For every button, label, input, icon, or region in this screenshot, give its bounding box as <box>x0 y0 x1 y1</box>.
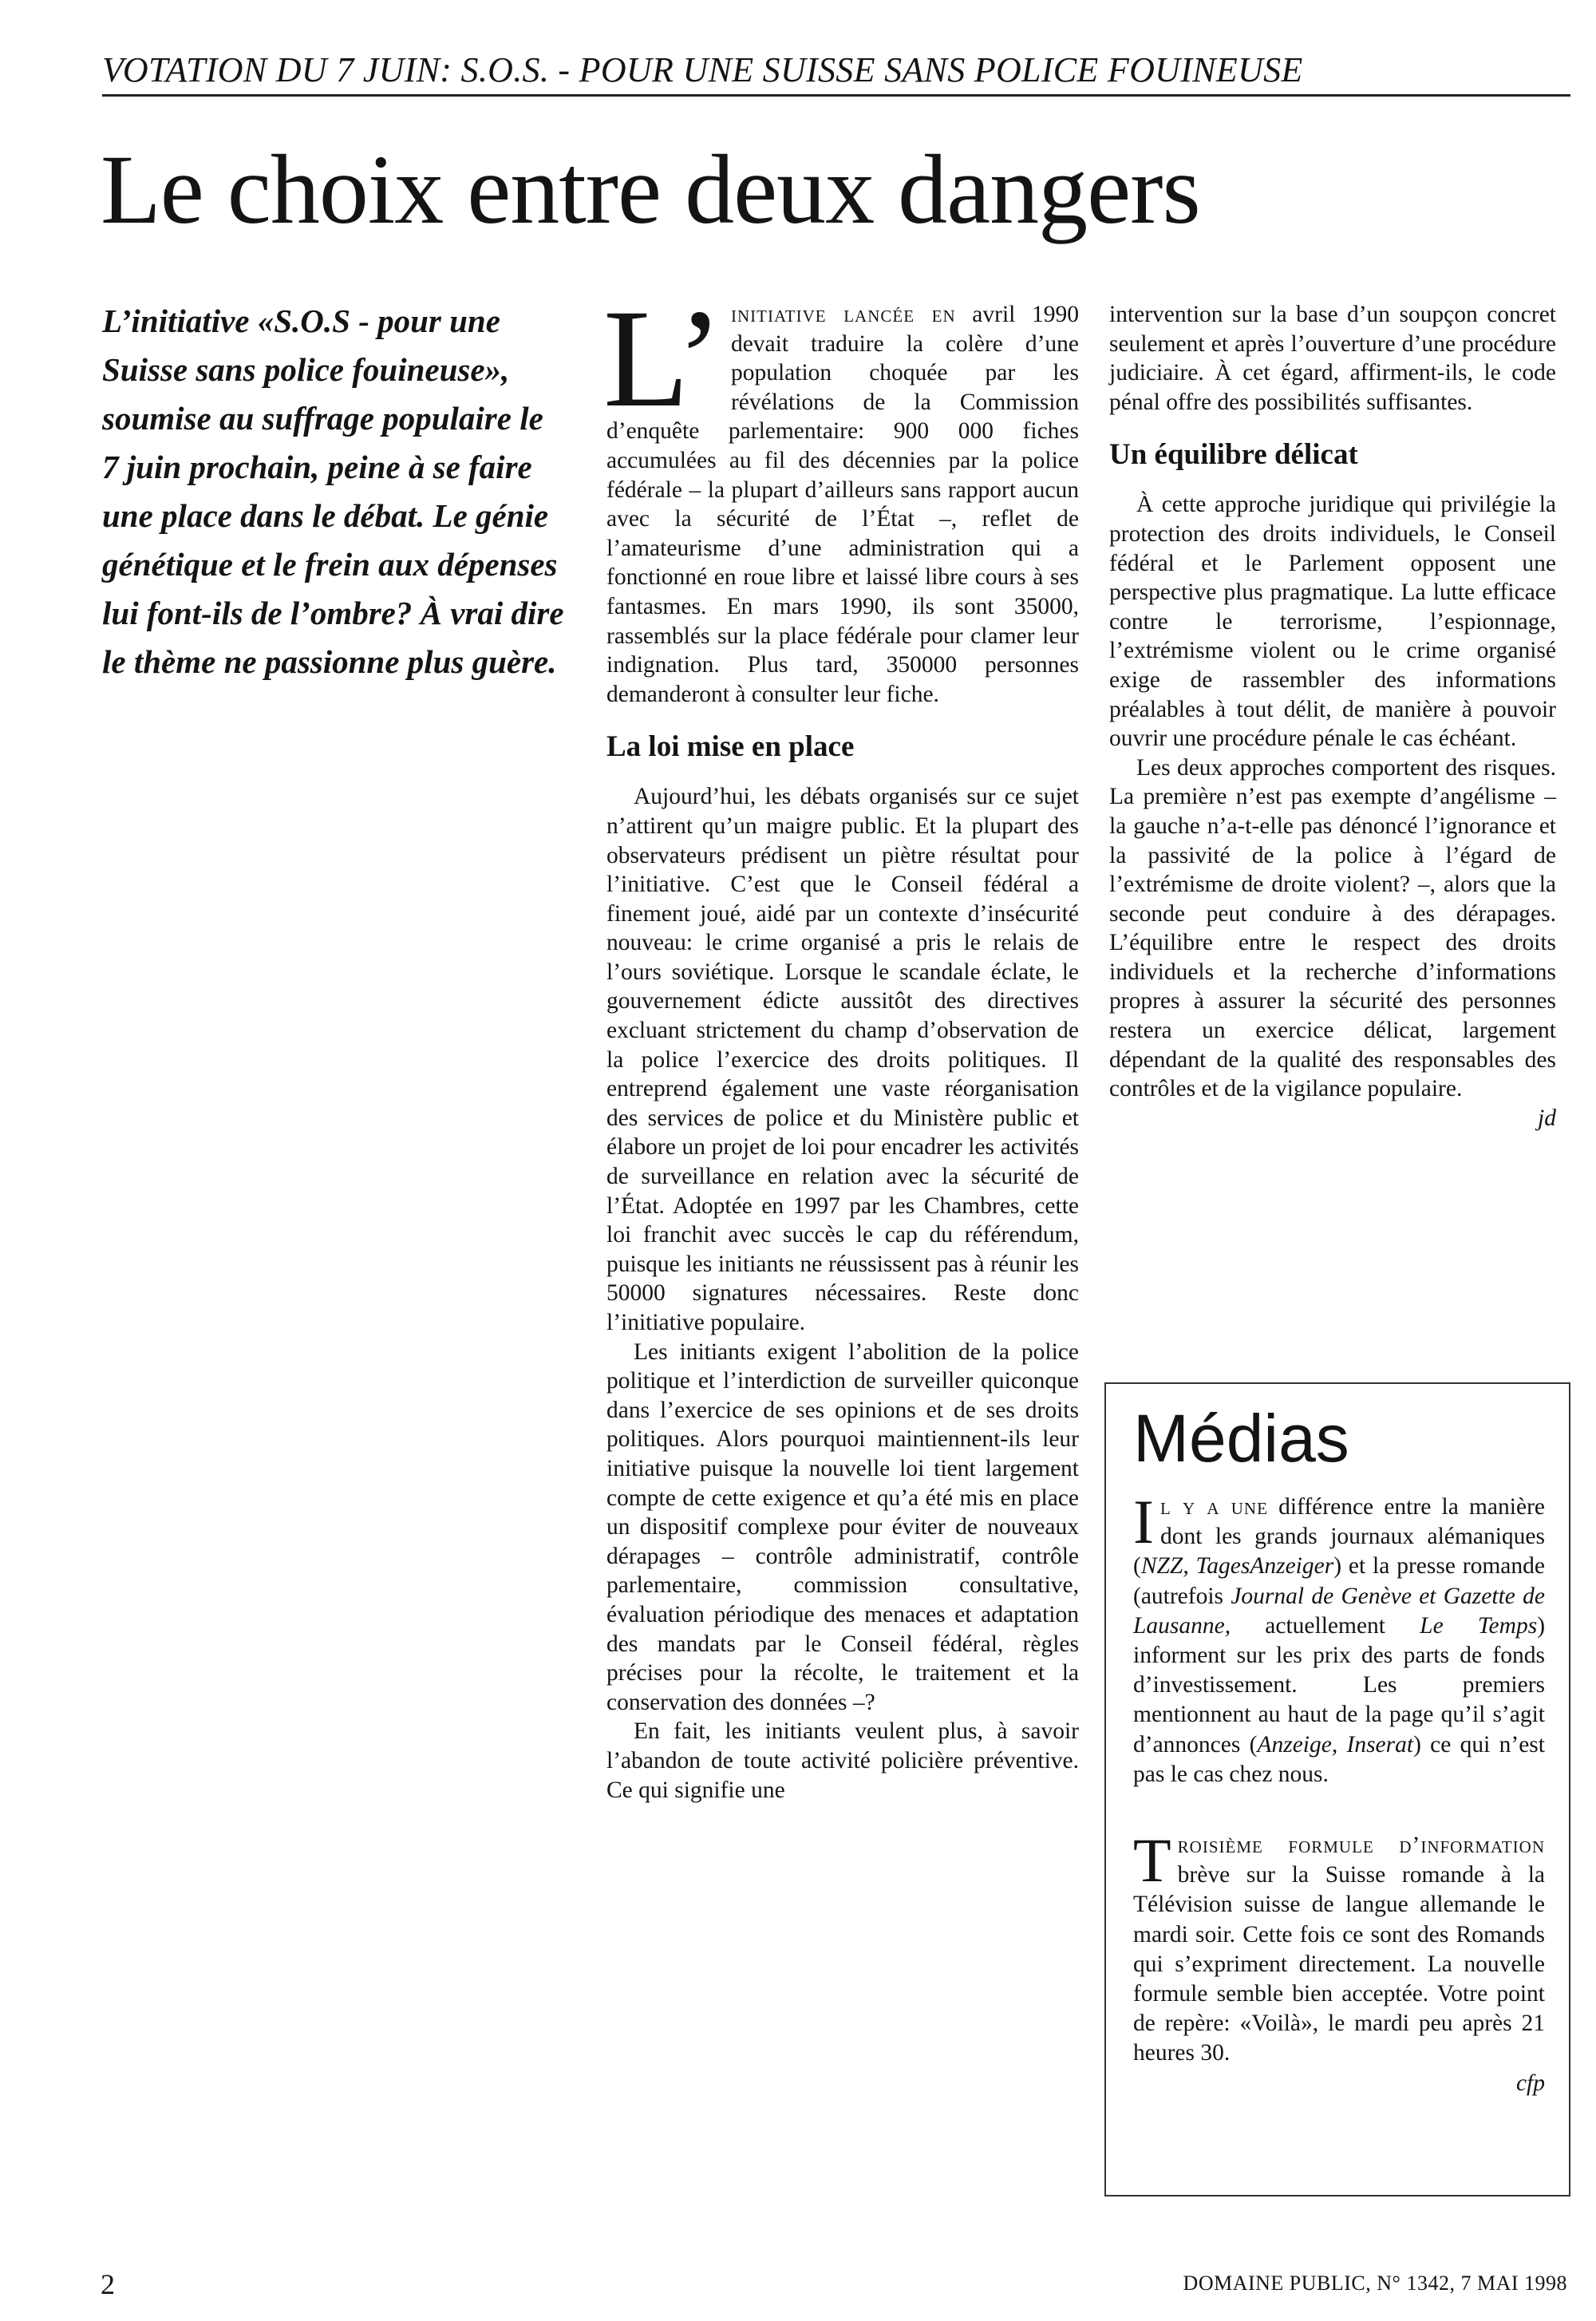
medias-item-1-italic-4: Anzeige, Inserat <box>1257 1731 1414 1758</box>
medias-box <box>1104 1382 1570 2196</box>
article-paragraph-4: En fait, les initiants veulent plus, à savoir l’abandon de toute activité policière préventive. Ce qui signifie une <box>606 1718 1079 1803</box>
medias-item-1-smallcaps: l y a une <box>1159 1494 1268 1520</box>
medias-title: Médias <box>1133 1401 1349 1476</box>
medias-item-1-italic-1: NZZ, TagesAnzeiger <box>1140 1553 1334 1580</box>
medias-item-2-text: brève sur la Suisse romande à la Télévision suisse de langue allemande le mardi soir. Cette fois ce sont des Romands qui s’expriment directement. La nouvelle formule semble bien acceptée. Votre point de repère: «Voilà», le mardi peu après 21 heures 30. <box>1133 1862 1545 2066</box>
article-paragraph-1 <box>603 281 1079 709</box>
article-paragraph-5: intervention sur la base d’un soupçon concret seulement et après l’ouverture d’une procédure judiciaire. À cet égard, affirment-ils, le code pénal offre des possibilités suffisantes. <box>1109 302 1556 415</box>
article-column-3 <box>1109 300 1556 1133</box>
page-number: 2 <box>101 2268 115 2300</box>
medias-item-2-initial: T <box>1133 1825 1171 1896</box>
article-signature: jd <box>1538 1105 1556 1131</box>
medias-item-1-initial: I <box>1133 1487 1154 1556</box>
medias-item-2-smallcaps: roisième formule d’information <box>1177 1833 1545 1859</box>
medias-item-1-text-a: différence entre la manière dont les grands journaux alémaniques ( <box>1133 1494 1545 1580</box>
article-paragraph-3: Les initiants exigent l’abolition de la police politique et l’interdiction de surveiller quiconque dans l’exercice de ses opinions et de ses droits politiques. Alors pourquoi maintiennent-ils leur initiative puisque la nouvelle loi tient largement compte de cette exigence et qu’a été mis en place un dispositif complexe pour éviter de nouveaux dérapages – contrôle administratif, contrôle parlementaire, commission consultative, évaluation périodique des menaces et adaptation des mandats par le Conseil fédéral, règles précises pour la récolte, le traitement et la conservation des données –? <box>606 1338 1079 1715</box>
section-kicker: VOTATION DU 7 JUIN: S.O.S. - POUR UNE SUISSE SANS POLICE FOUINEUSE <box>102 49 1570 97</box>
medias-item-1-text-b: ) et la presse romande (autrefois <box>1133 1553 1545 1609</box>
article-paragraph-6: À cette approche juridique qui privilégie la protection des droits individuels, le Conseil fédéral et le Parlement opposent une perspective plus pragmatique. La lutte efficace contre le terrorisme, l’espionnage, l’extrémisme violent ou le crime organisé exige de rassembler des informations préalables à tout délit, de manière à pouvoir ouvrir une procédure pénale le cas échéant. <box>1109 492 1556 752</box>
medias-item-1-text-c: actuellement <box>1231 1612 1420 1639</box>
article-paragraph-2: Aujourd’hui, les débats organisés sur ce sujet n’attirent qu’un maigre public. Et la plupart des observateurs prédisent un piètre résultat pour l’initiative. C’est que le Conseil fédéral a finement joué, aidé par un contexte d’insécurité nouveau: le crime organisé a pris le relais de l’ours soviétique. Lorsque le scandale éclate, le gouvernement édicte aussitôt des directives excluant strictement du champ d’observation de la police l’exercice des droits politiques. Il entreprend également une vaste réorganisation des services de police et du Ministère public et élabore un projet de loi pour encadrer les activités de surveillance en relation avec la sécurité de l’État. Adoptée en 1997 par les Chambres, cette loi franchit avec succès le cap du référendum, puisque les initiants ne réussissent pas à réunir les 50000 signatures nécessaires. Reste donc l’initiative populaire. <box>606 784 1079 1335</box>
medias-item-1-italic-2: Journal de Genève et Gazette de Lausanne, <box>1133 1583 1545 1639</box>
medias-item-1-text-e: ) ce qui n’est pas le cas chez nous. <box>1133 1731 1545 1787</box>
article-column-2 <box>603 281 1079 1805</box>
article-intro: L’initiative «S.O.S - pour une Suisse sans police fouineuse», soumise au suffrage populaire le 7 juin prochain, peine à se faire une place dans le débat. Le génie génétique et le frein aux dépenses lui font-ils de l’ombre? À vrai dire le thème ne passionne plus guère. <box>102 302 564 680</box>
subheading-loi: La loi mise en place <box>606 730 855 764</box>
article-headline: Le choix entre deux dangers <box>101 135 1200 244</box>
medias-item-1-text-d: ) informent sur les prix des parts de fonds d’investissement. Les premiers mentionnent au haut de la page qu’il s’agit d’annonces ( <box>1133 1612 1546 1758</box>
lead-smallcaps: initiative lancée en <box>730 302 956 327</box>
medias-item-1-italic-3: Le Temps <box>1420 1612 1538 1639</box>
article-paragraph-7: Les deux approches comportent des risques. La première n’est pas exempte d’angélisme – la gauche n’a-t-elle pas dénoncé l’ignorance et la passivité de la police à l’égard de l’extrémisme de droite violent? –, alors que la seconde peut conduire à des dérapages. L’équilibre entre le respect des droits individuels et la recherche d’informations propres à assurer la sécurité des personnes restera un exercice délicat, largement dépendant de la qualité des responsables des contrôles et de la vigilance populaire. <box>1109 754 1556 1102</box>
paragraph-1-text: avril 1990 devait traduire la colère d’une population choquée par les révélations de la Commission d’enquête parlementaire: 900 000 fiches accumulées au fil des décennies par la police fédérale – la plupart d’ailleurs sans rapport aucun avec la sécurité de l’État –, reflet de l’amateurisme d’une administration qui a fonctionné en roue libre et laissé libre cours à ses fantasmes. En mars 1990, ils sont 35000, rassemblés sur la place fédérale pour clamer leur indignation. Plus tard, 350000 personnes demanderont à consulter leur fiche. <box>606 302 1079 707</box>
medias-item-2 <box>1133 1825 1545 2069</box>
publication-folio: DOMAINE PUBLIC, N° 1342, 7 MAI 1998 <box>1183 2272 1567 2295</box>
drop-cap: L’ <box>603 281 723 437</box>
medias-signature: cfp <box>1515 2070 1545 2096</box>
subheading-equilibre: Un équilibre délicat <box>1109 438 1358 472</box>
medias-item-1 <box>1133 1487 1546 1789</box>
